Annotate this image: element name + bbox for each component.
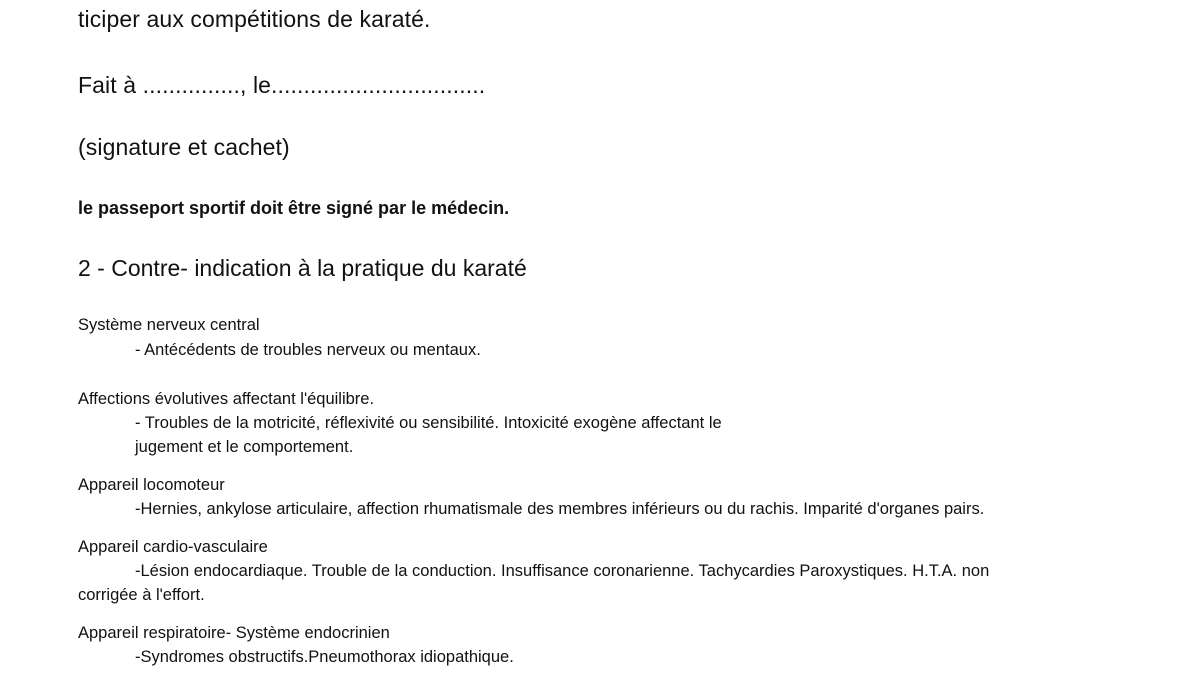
section-heading: 2 - Contre- indication à la pratique du karaté (78, 255, 527, 281)
passport-note: le passeport sportif doit être signé par le médecin. (78, 198, 510, 218)
intro-line-end: ticiper aux compétitions de karaté. (78, 6, 431, 32)
signature-line: (signature et cachet) (78, 134, 290, 160)
section-line: -Lésion endocardiaque. Trouble de la conduction. Insuffisance coronarienne. Tachycardies Paroxystiques. H.T.A. non (135, 562, 990, 580)
section-title-respiratory: Appareil respiratoire- Système endocrinien (78, 624, 390, 642)
section-title-locomotor: Appareil locomoteur (78, 476, 225, 494)
section-line: jugement et le comportement. (135, 438, 354, 456)
section-title-balance: Affections évolutives affectant l'équilibre. (78, 390, 375, 408)
section-line: - Antécédents de troubles nerveux ou mentaux. (135, 341, 481, 359)
section-title-cardio: Appareil cardio-vasculaire (78, 538, 268, 556)
section-line: -Syndromes obstructifs.Pneumothorax idiopathique. (135, 648, 514, 666)
section-line: -Hernies, ankylose articulaire, affection rhumatismale des membres inférieurs ou du rachis. Imparité d'organes pairs. (135, 500, 985, 518)
section-line: - Troubles de la motricité, réflexivité ou sensibilité. Intoxicité exogène affectant le (135, 414, 722, 432)
place-date-line: Fait à ..............., le................................. (78, 72, 486, 98)
section-title-nervous-system: Système nerveux central (78, 316, 260, 334)
section-line: corrigée à l'effort. (78, 586, 205, 604)
